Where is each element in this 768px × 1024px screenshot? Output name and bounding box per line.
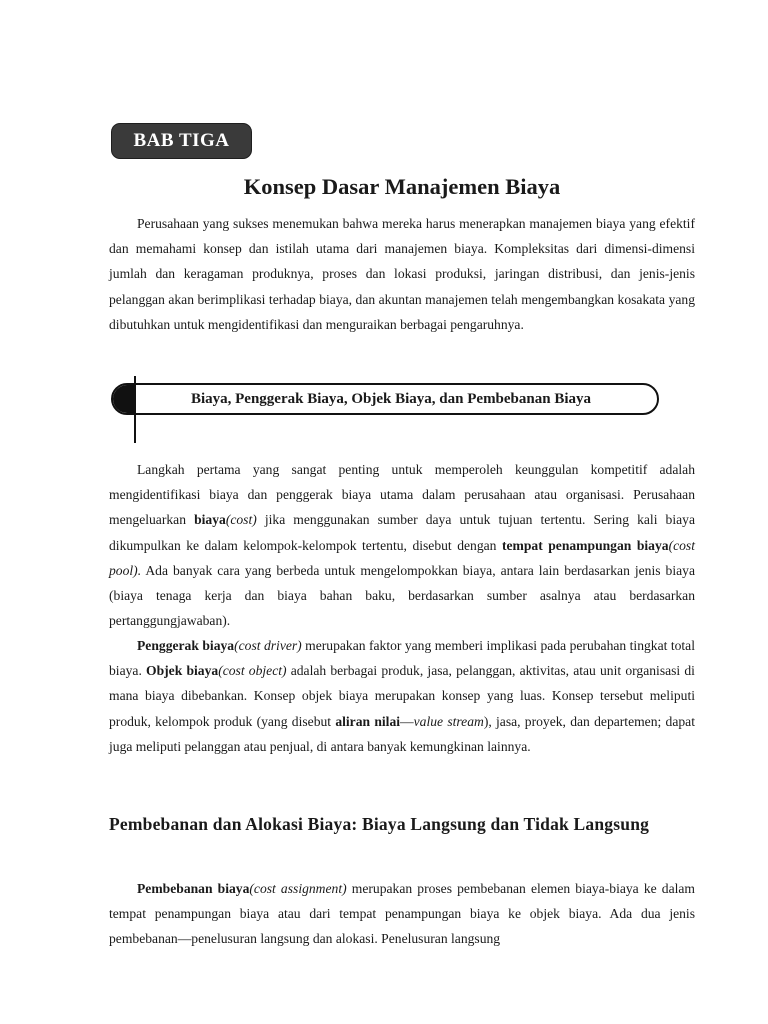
term-cost-driver: Penggerak biaya (137, 638, 235, 653)
term-cost-pool-en: (cost pool). (109, 537, 696, 578)
intro-paragraph: Perusahaan yang sukses menemukan bahwa mereka harus menerapkan manajemen biaya yang efektif dan memahami konsep dan istilah utama dari manajemen biaya. Kompleksitas dari dimensi-dimensi jumlah dan keragaman produknya, proses dan lokasi produksi, jaringan distribusi, dan jenis-jenis pelanggan akan berimplikasi terhadap biaya, dan akuntan manajemen telah mengembangkan kosakata yang dibutuhkan untuk mengidentifikasi dan menguraikan berbagai pengaruhnya. (109, 216, 695, 332)
term-biaya: biaya (194, 512, 226, 528)
section-heading: Biaya, Penggerak Biaya, Objek Biaya, dan Pembebanan Biaya (190, 390, 592, 407)
term-value-stream-en: value stream (413, 713, 484, 729)
term-cost-object-en: (cost object) (218, 663, 287, 679)
term-cost-assignment-en: (cost assignment) (249, 881, 347, 896)
chapter-title: Konsep Dasar Manajemen Biaya (243, 174, 561, 199)
term-value-stream: aliran nilai (335, 713, 401, 729)
section1-paragraph-2: Penggerak biaya(cost driver) merupakan faktor yang memberi implikasi pada perubahan tingkat total biaya. Objek biaya(cost object) adalah berbagai produk, jasa, pelanggan, aktivitas, atau unit organisasi di mana biaya dibebankan. Konsep objek biaya merupakan konsep yang luas. Konsep tersebut meliputi produk, kelompok produk (yang disebut aliran nilai—value stream), jasa, proyek, dan departemen; dapat juga meliputi pelanggan atau penjual, di antara banyak kemungkinan lainnya. (109, 638, 695, 754)
term-cost: (cost) (225, 512, 257, 528)
section2-heading: Pembebanan dan Alokasi Biaya: Biaya Langsung dan Tidak Langsung (109, 814, 650, 834)
term-cost-driver-en: (cost driver) (234, 638, 302, 653)
section-heading-box (111, 383, 659, 415)
section-heading-cap (111, 383, 135, 415)
chapter-badge (111, 123, 252, 159)
term-cost-pool: tempat penampungan biaya (501, 537, 669, 553)
chapter-badge-label: BAB TIGA (133, 130, 230, 151)
section1-paragraph-1: Langkah pertama yang sangat penting untuk memperoleh keunggulan kompetitif adalah mengidentifikasi biaya dan penggerak biaya utama dalam perusahaan atau organisasi. Perusahaan mengeluarkan biaya(cost) jika menggunakan sumber daya untuk tujuan tertentu. Sering kali biaya dikumpulkan ke dalam kelompok-kelompok tertentu, disebut dengan tempat penampungan biaya(cost pool). Ada banyak cara yang berbeda untuk mengelompokkan biaya, antara lain berdasarkan jenis biaya (biaya tenaga kerja dan biaya bahan baku, berdasarkan sumber asalnya atau berdasarkan pertanggungjawaban). (109, 462, 696, 629)
term-cost-assignment: Pembebanan biaya (137, 881, 250, 896)
section2-paragraph-1: Pembebanan biaya(cost assignment) merupakan proses pembebanan elemen biaya-biaya ke dalam tempat penampungan biaya atau dari tempat penampungan biaya ke objek biaya. Ada dua jenis pembebanan—penelusuran langsung dan alokasi. Penelusuran langsung (109, 881, 695, 947)
term-cost-object: Objek biaya (146, 663, 219, 679)
